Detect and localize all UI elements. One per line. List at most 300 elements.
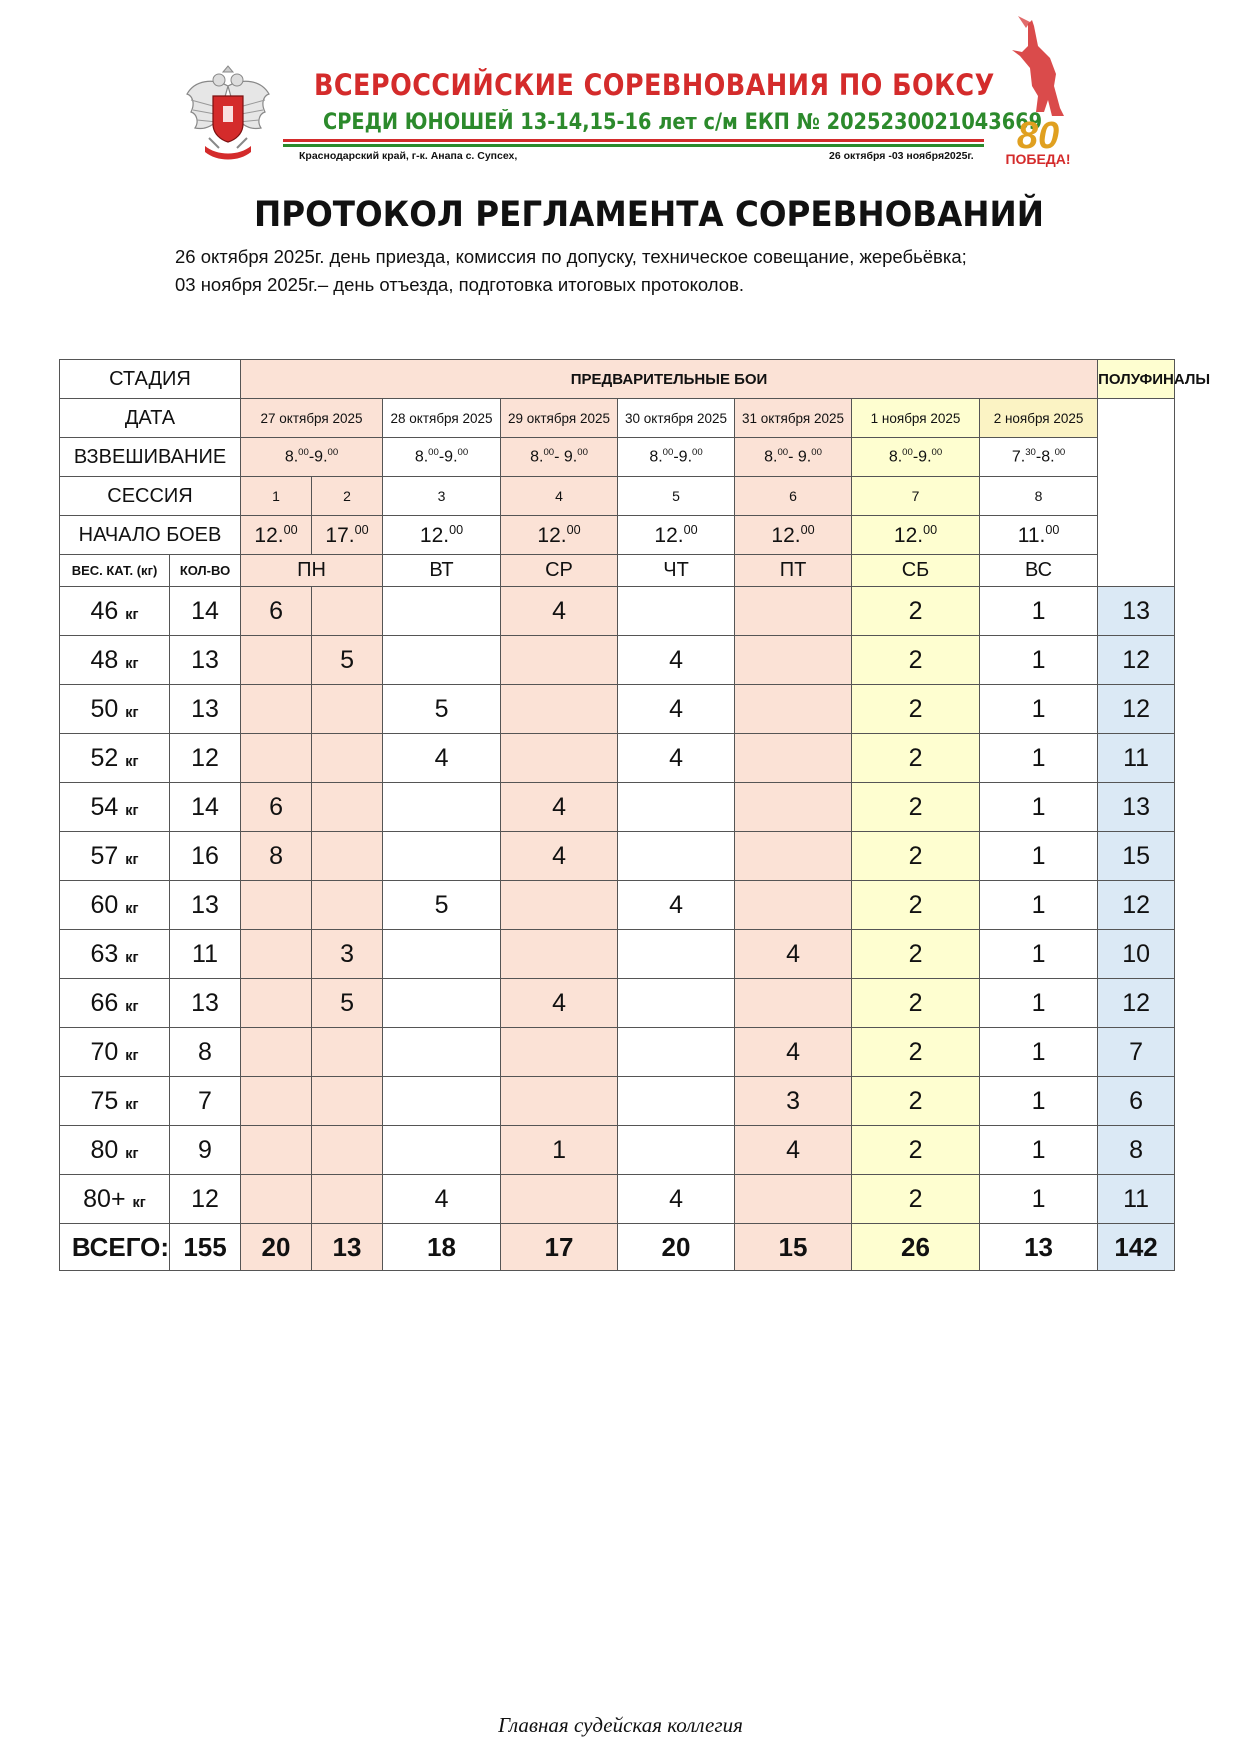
weighing-from: 8. [414,448,429,466]
fights-cell [383,1126,501,1175]
weight-cell [60,1126,170,1175]
date-cell: 28 октября 2025 [383,399,501,438]
weighing-to: -9. [438,448,458,466]
start-cell [852,516,980,555]
start-cell [501,516,618,555]
start-hour: 12. [419,523,450,547]
fights-cell: 1 [980,734,1098,783]
start-minute: 00 [923,522,938,537]
fights-cell: 4 [735,1126,852,1175]
weight-cell [60,930,170,979]
weight-cell [60,587,170,636]
weight-unit: кг [125,1047,139,1064]
table-row [60,832,1175,881]
weighing-cell [501,438,618,477]
start-minute: 00 [449,522,464,537]
weight-value: 63 [90,939,119,968]
fights-cell: 1 [980,1126,1098,1175]
fights-cell: 5 [383,685,501,734]
fights-cell [618,1028,735,1077]
fights-cell [383,930,501,979]
weighing-from: 8. [649,448,663,466]
start-hour: 12. [254,523,284,547]
fights-cell: 3 [312,930,383,979]
weighing-to: - 9. [788,448,812,466]
day-cell: ЧТ [618,555,735,587]
fights-cell [501,881,618,930]
start-cell [735,516,852,555]
row-total-cell: 13 [1098,783,1175,832]
fights-cell [241,734,312,783]
total-fights-cell: 26 [852,1224,980,1271]
weighing-from-min: 00 [428,447,439,459]
fights-cell: 4 [618,1175,735,1224]
fights-cell [501,1028,618,1077]
fights-cell [735,979,852,1028]
fights-cell: 2 [852,832,980,881]
fights-cell: 2 [852,636,980,685]
weight-value: 57 [90,841,119,870]
day-cell: СБ [852,555,980,587]
start-cell [980,516,1098,555]
fights-cell [312,685,383,734]
session-cell: 2 [312,477,383,516]
fights-cell: 1 [980,587,1098,636]
count-cell: 12 [170,734,241,783]
count-cell: 13 [170,979,241,1028]
stage-semi: ПОЛУФИНАЛЫ [1098,360,1175,399]
weighing-from: 8. [530,448,544,466]
weighing-to-min: 00 [692,447,703,459]
count-cell: 9 [170,1126,241,1175]
weighing-from-min: 00 [298,447,309,459]
weighing-from: 8. [764,448,778,466]
weighing-cell [735,438,852,477]
fights-cell: 3 [735,1077,852,1126]
weight-value: 50 [90,694,119,723]
fights-cell [241,1175,312,1224]
fights-cell: 6 [241,783,312,832]
count-cell: 7 [170,1077,241,1126]
weight-value: 54 [90,792,119,821]
date-cell: 30 октября 2025 [618,399,735,438]
row-total-cell: 11 [1098,1175,1175,1224]
fights-cell: 5 [312,979,383,1028]
weight-unit: кг [125,998,139,1015]
date-cell: 2 ноября 2025 [980,399,1098,438]
total-fights-cell: 18 [383,1224,501,1271]
header-title-line2: СРЕДИ ЮНОШЕЙ 13-14,15-16 лет с/м ЕКП № 2025230021043669 [323,110,1043,135]
start-minute: 00 [566,522,581,537]
header-divider-green [283,144,984,147]
table-row [60,930,1175,979]
fights-cell [501,1175,618,1224]
table-row [60,1126,1175,1175]
date-label: ДАТА [60,399,241,438]
table-row [60,685,1175,734]
fights-cell [312,1077,383,1126]
weighing-cell [618,438,735,477]
weight-cell [60,832,170,881]
row-total-cell: 11 [1098,734,1175,783]
count-cell: 11 [170,930,241,979]
totals-row [60,1224,1175,1271]
table-row [60,979,1175,1028]
fights-cell [383,587,501,636]
weighing-to-min: 00 [811,447,822,459]
count-cell: 14 [170,783,241,832]
header-divider-red [283,139,984,142]
start-hour: 12. [771,523,801,547]
fights-cell [501,636,618,685]
fights-cell [241,930,312,979]
fights-cell: 2 [852,930,980,979]
weight-cell [60,734,170,783]
fights-cell [618,930,735,979]
count-cell: 12 [170,1175,241,1224]
fights-cell [241,636,312,685]
fights-cell: 4 [618,685,735,734]
fights-cell [241,1077,312,1126]
weight-unit: кг [125,851,139,868]
weighing-from-min: 00 [902,447,913,459]
grand-total-cell: 142 [1098,1224,1175,1271]
table-row [60,587,1175,636]
fights-cell: 1 [980,832,1098,881]
weighing-from-min: 00 [543,447,555,459]
count-cell: 14 [170,587,241,636]
fights-cell [618,783,735,832]
weight-cell [60,1028,170,1077]
fights-cell [735,587,852,636]
table-row [60,1175,1175,1224]
session-cell: 3 [383,477,501,516]
fights-cell: 4 [618,881,735,930]
weight-cell [60,1077,170,1126]
day-cell: ВТ [383,555,501,587]
weight-value: 46 [90,596,119,625]
table-row [60,881,1175,930]
fights-cell: 4 [383,1175,501,1224]
row-total-cell: 8 [1098,1126,1175,1175]
fights-cell [383,832,501,881]
fights-cell: 1 [980,979,1098,1028]
date-cell: 31 октября 2025 [735,399,852,438]
start-cell [618,516,735,555]
fights-cell [241,685,312,734]
weighing-cell [852,438,980,477]
fights-cell [735,636,852,685]
fights-cell: 2 [852,734,980,783]
weighing-to: -8. [1035,448,1055,466]
weight-value: 48 [90,645,119,674]
weighing-cell [980,438,1098,477]
start-hour: 12. [537,523,567,547]
weighing-to: -9. [308,448,328,466]
fights-cell [241,979,312,1028]
fights-cell: 5 [383,881,501,930]
fights-cell [735,1175,852,1224]
weighing-to: -9. [673,448,693,466]
fights-cell [241,1028,312,1077]
fights-cell: 1 [980,636,1098,685]
day-cell: ПН [241,555,383,587]
weighing-from: 7. [1011,448,1026,466]
start-row [60,516,1175,555]
fights-cell [618,979,735,1028]
row-total-cell: 10 [1098,930,1175,979]
fights-cell: 1 [980,1028,1098,1077]
fights-cell [501,1077,618,1126]
start-cell [312,516,383,555]
header-title-line1: ВСЕРОССИЙСКИЕ СОРЕВНОВАНИЯ ПО БОКСУ [314,68,995,102]
victory-80-logo [998,16,1078,166]
footer-signature: Главная судейская коллегия [498,1713,743,1737]
session-row [60,477,1175,516]
fights-cell [618,1077,735,1126]
fights-cell [312,832,383,881]
weighing-from-min: 30 [1025,447,1036,459]
start-cell [241,516,312,555]
victory-text: ПОБЕДА! [1005,151,1071,167]
fights-cell [501,930,618,979]
fights-cell [618,587,735,636]
date-cell: 27 октября 2025 [241,399,383,438]
weight-cell [60,685,170,734]
start-cell [383,516,501,555]
fights-cell: 2 [852,1077,980,1126]
start-hour: 11. [1017,523,1046,547]
fights-cell [241,881,312,930]
session-label: СЕССИЯ [60,477,241,516]
start-minute: 00 [283,522,298,537]
fights-cell: 4 [735,930,852,979]
fights-cell [312,1028,383,1077]
table-row [60,1028,1175,1077]
fights-cell [735,881,852,930]
date-cell: 29 октября 2025 [501,399,618,438]
weighing-cell [383,438,501,477]
start-hour: 17. [325,523,355,547]
start-minute: 00 [354,522,369,537]
row-total-cell: 7 [1098,1028,1175,1077]
fights-cell [383,636,501,685]
weight-unit: кг [132,1194,146,1211]
fights-cell: 2 [852,587,980,636]
weight-unit: кг [125,753,139,770]
count-cell: 13 [170,685,241,734]
days-row [60,555,1175,587]
start-minute: 00 [800,522,815,537]
start-minute: 00 [1045,522,1060,537]
header-date-range: 26 октября -03 ноября2025г. [829,150,974,162]
fights-cell: 8 [241,832,312,881]
session-cell: 4 [501,477,618,516]
stage-prelim: ПРЕДВАРИТЕЛЬНЫЕ БОИ [241,360,1098,399]
total-count-cell: 155 [170,1224,241,1271]
row-total-cell: 12 [1098,881,1175,930]
weight-cell [60,881,170,930]
count-cell: 13 [170,636,241,685]
weight-unit: кг [125,655,139,672]
fights-cell: 1 [980,685,1098,734]
fights-cell [735,734,852,783]
fights-cell [383,1077,501,1126]
document-title: ПРОТОКОЛ РЕГЛАМЕНТА СОРЕВНОВАНИЙ [254,195,1045,235]
fights-cell: 1 [980,1175,1098,1224]
session-cell: 8 [980,477,1098,516]
fights-cell: 4 [501,832,618,881]
eagle-emblem [183,66,273,162]
weighing-row [60,438,1175,477]
row-total-cell: 15 [1098,832,1175,881]
total-fights-cell: 20 [618,1224,735,1271]
weight-unit: кг [125,1096,139,1113]
total-fights-cell: 17 [501,1224,618,1271]
weight-value: 80 [90,1135,119,1164]
fights-cell: 4 [501,979,618,1028]
weight-unit: кг [125,704,139,721]
session-cell: 5 [618,477,735,516]
weight-value: 52 [90,743,119,772]
fights-cell [312,587,383,636]
weighing-from: 8. [888,448,903,466]
fights-cell [383,783,501,832]
fights-cell: 1 [980,881,1098,930]
count-cell: 16 [170,832,241,881]
weighing-from-min: 00 [662,447,674,459]
fights-cell: 2 [852,1126,980,1175]
note-arrival: 26 октября 2025г. день приезда, комиссия по допуску, техническое совещание, жеребьёвка; [175,246,967,267]
session-cell: 7 [852,477,980,516]
table-row [60,636,1175,685]
fights-cell: 4 [618,636,735,685]
fights-cell: 1 [980,1077,1098,1126]
fights-cell [383,979,501,1028]
date-cell: 1 ноября 2025 [852,399,980,438]
day-cell: ВС [980,555,1098,587]
fights-cell: 4 [383,734,501,783]
weight-unit: кг [125,949,139,966]
fights-cell: 4 [618,734,735,783]
fights-cell [501,734,618,783]
stage-row [60,360,1175,399]
weight-value: 80+ [83,1184,126,1213]
schedule-table [59,359,1211,1271]
weighing-to-min: 00 [931,447,943,459]
weight-unit: кг [125,606,139,623]
session-cell: 6 [735,477,852,516]
fights-cell: 2 [852,783,980,832]
weight-cell [60,1175,170,1224]
fights-cell: 1 [501,1126,618,1175]
fights-cell: 1 [980,930,1098,979]
row-total-cell: 13 [1098,587,1175,636]
stage-label: СТАДИЯ [60,360,241,399]
weight-cell [60,636,170,685]
weight-value: 60 [90,890,119,919]
fights-cell: 2 [852,1175,980,1224]
fights-cell [312,783,383,832]
count-cell: 13 [170,881,241,930]
weight-value: 75 [90,1086,119,1115]
weight-value: 66 [90,988,119,1017]
total-label: ВСЕГО: [60,1224,170,1271]
start-minute: 00 [683,522,698,537]
weighing-to-min: 00 [1054,447,1066,459]
row-total-cell: 6 [1098,1077,1175,1126]
total-fights-cell: 13 [980,1224,1098,1271]
fights-cell [618,1126,735,1175]
total-fights-cell: 15 [735,1224,852,1271]
start-label: НАЧАЛО БОЕВ [60,516,241,555]
session-cell: 1 [241,477,312,516]
fights-cell [618,832,735,881]
fights-cell: 4 [501,587,618,636]
fights-cell [312,881,383,930]
fights-cell [312,1175,383,1224]
weighing-label: ВЗВЕШИВАНИЕ [60,438,241,477]
header-location: Краснодарский край, г-к. Анапа с. Супсех, [299,150,518,162]
row-total-cell: 12 [1098,636,1175,685]
weight-cell [60,783,170,832]
fights-cell [735,783,852,832]
table-row [60,1077,1175,1126]
fights-cell: 2 [852,881,980,930]
total-fights-cell: 20 [241,1224,312,1271]
row-total-cell: 12 [1098,979,1175,1028]
fights-cell: 2 [852,685,980,734]
count-cell: 8 [170,1028,241,1077]
weighing-to: - 9. [554,448,578,466]
fights-cell [383,1028,501,1077]
weight-unit: кг [125,900,139,917]
weighing-from-min: 00 [777,447,789,459]
fights-cell: 6 [241,587,312,636]
victory-number: 80 [1016,115,1060,157]
weight-value: 70 [90,1037,119,1066]
fights-cell [735,832,852,881]
fights-cell: 4 [735,1028,852,1077]
weight-cat-label: ВЕС. КАТ. (кг) [60,555,170,587]
weighing-to-min: 00 [327,447,339,459]
total-fights-cell: 13 [312,1224,383,1271]
fights-cell [501,685,618,734]
fights-cell [241,1126,312,1175]
fights-cell [735,685,852,734]
weight-cell [60,979,170,1028]
weighing-from: 8. [284,448,299,466]
weight-unit: кг [125,1145,139,1162]
weighing-to-min: 00 [457,447,469,459]
weighing-to-min: 00 [577,447,588,459]
table-row [60,783,1175,832]
count-label: КОЛ-ВО [170,555,241,587]
weighing-to: -9. [912,448,932,466]
fights-cell: 5 [312,636,383,685]
fights-cell: 1 [980,783,1098,832]
fights-cell: 2 [852,1028,980,1077]
day-cell: СР [501,555,618,587]
fights-cell [312,1126,383,1175]
fights-cell: 2 [852,979,980,1028]
table-row [60,734,1175,783]
fights-cell: 4 [501,783,618,832]
day-cell: ПТ [735,555,852,587]
start-hour: 12. [654,523,684,547]
row-total-cell: 12 [1098,685,1175,734]
start-hour: 12. [893,523,924,547]
